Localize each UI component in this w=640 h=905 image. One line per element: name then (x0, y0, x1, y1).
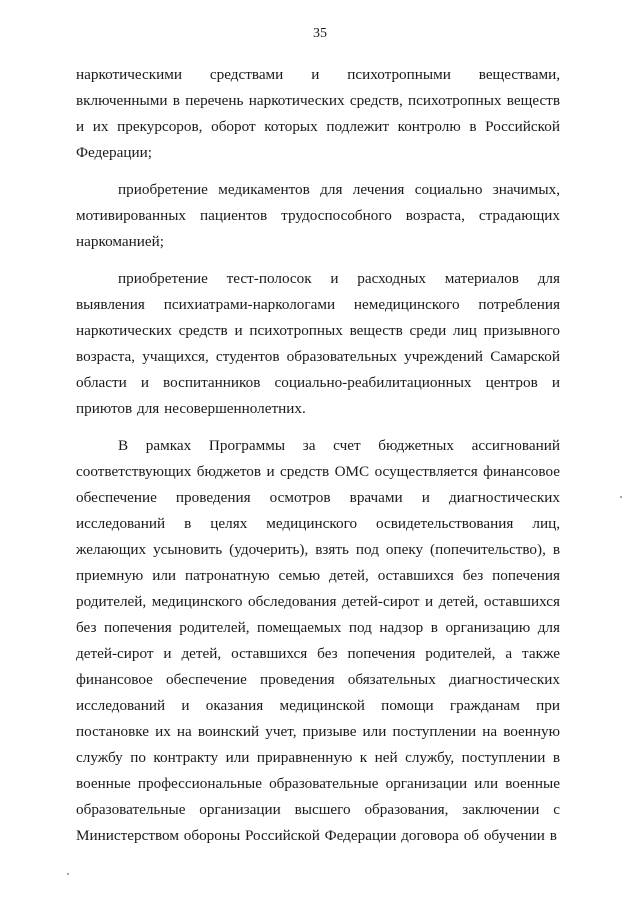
paragraph-continuation: наркотическими средствами и психотропными веществами, включенными в перечень наркотических средств, психотропных веществ и их прекурсоров, оборот которых подлежит контролю в Российской Федерации; (76, 66, 560, 161)
document-body (76, 62, 560, 849)
page-number: 35 (313, 26, 327, 41)
scan-speck (67, 873, 69, 875)
paragraph-program-financing: В рамках Программы за счет бюджетных ассигнований соответствующих бюджетов и средств ОМС осуществляется финансовое обеспечение проведения осмотров врачами и диагностических исследований в целях медицинского освидетельствования лиц, желающих усыновить (удочерить), взять под опеку (попечительство), в приемную или патронатную семью детей, оставшихся без попечения родителей, медицинского обследования детей-сирот и детей, оставшихся без попечения родителей, помещаемых под надзор в организацию для детей-сирот и детей, оставшихся без попечения родителей, а также финансовое обеспечение проведения обязательных диагностических исследований и оказания медицинской помощи гражданам при постановке их на воинский учет, призыве или поступлении на военную службу по контракту или приравненную к ней службу, поступлении в военные профессиональные образовательные организации или военные образовательные организации высшего образования, заключении с Министерством обороны Российской Федерации договора об обучении в (76, 437, 560, 844)
scan-speck (620, 496, 622, 498)
paragraph-test-strips: приобретение тест-полосок и расходных материалов для выявления психиатрами-наркологами немедицинского потребления наркотических средств и психотропных веществ среди лиц призывного возраста, учащихся, студентов образовательных учреждений Самарской области и воспитанников социально-реабилитационных центров и приютов для несовершеннолетних. (76, 270, 560, 417)
paragraph-medications: приобретение медикаментов для лечения социально значимых, мотивированных пациентов трудоспособного возраста, страдающих наркоманией; (76, 181, 560, 250)
